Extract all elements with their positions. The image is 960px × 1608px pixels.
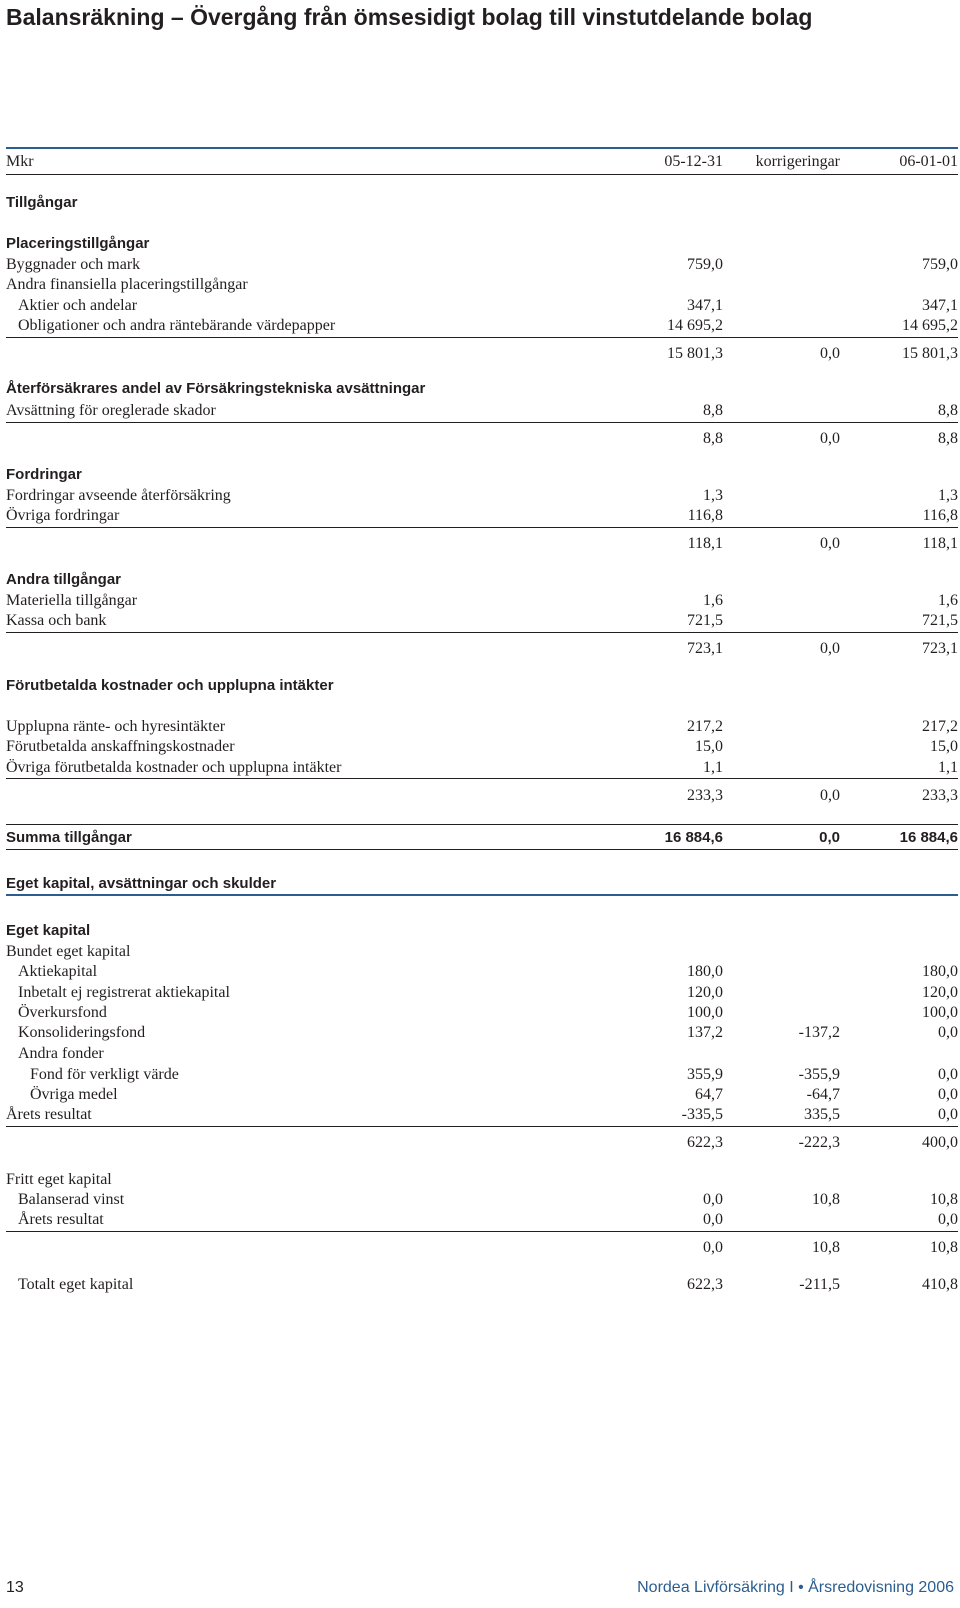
row-label: Övriga fordringar [6,507,120,524]
header-bottom-rule [6,174,958,175]
value-correction: -222,3 [798,1134,840,1151]
table-row [6,1274,958,1296]
publication-name: Nordea Livförsäkring I • Årsredovisning 2006 [637,1579,954,1596]
value-opening: 723,1 [687,640,723,657]
row-label: Avsättning för oreglerade skador [6,402,216,419]
value-closing: 0,0 [938,1024,958,1041]
value-opening: 347,1 [687,297,723,314]
value-closing: 1,6 [938,592,958,609]
table-row [6,400,958,422]
section-heading [6,873,958,895]
value-opening: 759,0 [687,256,723,273]
row-divider [6,849,958,850]
subtotal-row [6,1237,958,1259]
section-heading [6,464,958,486]
value-closing: 15 801,3 [902,345,958,362]
table-row [6,982,958,1004]
table-row [6,1104,958,1126]
page-title: Balansräkning – Övergång från ömsesidigt bolag till vinstutdelande bolag [6,4,813,30]
table-row [6,1084,958,1106]
row-divider [6,894,958,896]
value-closing: 0,0 [938,1106,958,1123]
row-label: Förutbetalda kostnader och upplupna intäkter [6,677,334,694]
row-label: Materiella tillgångar [6,592,138,609]
row-label: Övriga medel [30,1086,118,1103]
row-label: Totalt eget kapital [18,1276,134,1293]
table-row [6,961,958,983]
value-closing: 14 695,2 [902,317,958,334]
value-opening: 137,2 [687,1024,723,1041]
row-label: Överkursfond [18,1004,107,1021]
total-row [6,827,958,849]
value-closing: 0,0 [938,1086,958,1103]
value-opening: 0,0 [703,1191,723,1208]
value-correction: 0,0 [819,829,840,846]
row-label: Årets resultat [18,1211,104,1228]
value-opening: -335,5 [681,1106,723,1123]
value-opening: 721,5 [687,612,723,629]
row-label: Byggnader och mark [6,256,141,273]
table-row [6,941,958,963]
table-row [6,1189,958,1211]
value-opening: 8,8 [703,430,723,447]
value-opening: 118,1 [687,535,723,552]
row-label: Bundet eget kapital [6,943,131,960]
value-closing: 100,0 [922,1004,958,1021]
value-closing: 723,1 [922,640,958,657]
value-correction: -64,7 [806,1086,840,1103]
value-correction: 0,0 [820,535,840,552]
table-row [6,736,958,758]
table-row [6,485,958,507]
header-top-rule [6,147,958,149]
value-closing: 120,0 [922,984,958,1001]
subtotal-row [6,785,958,807]
value-opening: 116,8 [687,507,723,524]
table-row [6,610,958,632]
value-closing: 118,1 [922,535,958,552]
value-opening: 15,0 [695,738,723,755]
subtotal-row [6,343,958,365]
table-row [6,1209,958,1231]
value-opening: 622,3 [687,1276,723,1293]
row-divider [6,422,958,423]
table-row [6,1064,958,1086]
row-label: Obligationer och andra räntebärande värdepapper [18,317,336,334]
row-divider [6,527,958,528]
value-opening: 217,2 [687,718,723,735]
value-closing: 759,0 [922,256,958,273]
value-correction: -137,2 [798,1024,840,1041]
section-heading [6,192,958,214]
page-number: 13 [6,1579,24,1596]
row-label: Placeringstillgångar [6,235,150,252]
value-closing: 400,0 [922,1134,958,1151]
value-opening: 100,0 [687,1004,723,1021]
value-opening: 233,3 [687,787,723,804]
value-opening: 0,0 [703,1239,723,1256]
value-closing: 15,0 [930,738,958,755]
row-label: Andra finansiella placeringstillgångar [6,276,248,293]
header-col-closing: 06-01-01 [899,153,958,170]
value-opening: 64,7 [695,1086,723,1103]
table-row [6,1043,958,1065]
section-heading [6,675,958,697]
value-opening: 120,0 [687,984,723,1001]
subtotal-row [6,638,958,660]
value-closing: 410,8 [922,1276,958,1293]
row-label: Konsolideringsfond [18,1024,146,1041]
header-unit-label: Mkr [6,153,34,170]
header-col-opening: 05-12-31 [664,153,723,170]
row-label: Aktier och andelar [18,297,138,314]
value-closing: 10,8 [930,1191,958,1208]
value-opening: 355,9 [687,1066,723,1083]
value-opening: 1,3 [703,487,723,504]
section-heading [6,378,958,400]
row-label: Kassa och bank [6,612,107,629]
table-row [6,254,958,276]
value-closing: 10,8 [930,1239,958,1256]
table-row [6,757,958,779]
row-divider [6,337,958,338]
value-opening: 180,0 [687,963,723,980]
value-opening: 1,6 [703,592,723,609]
row-label: Fond för verkligt värde [30,1066,179,1083]
value-correction: -211,5 [799,1276,840,1293]
section-heading [6,569,958,591]
table-header [6,151,958,173]
row-divider [6,824,958,825]
value-opening: 14 695,2 [667,317,723,334]
row-label: Tillgångar [6,194,78,211]
row-label: Upplupna ränte- och hyresintäkter [6,718,226,735]
table-row [6,274,958,296]
subtotal-row [6,533,958,555]
row-divider [6,1126,958,1127]
table-row [6,315,958,337]
table-row [6,716,958,738]
value-closing: 16 884,6 [899,829,958,846]
row-divider [6,1231,958,1232]
row-label: Fordringar avseende återförsäkring [6,487,231,504]
value-closing: 1,3 [938,487,958,504]
value-opening: 15 801,3 [667,345,723,362]
row-label: Aktiekapital [18,963,98,980]
value-correction: 0,0 [820,640,840,657]
row-label: Årets resultat [6,1106,92,1123]
row-label: Eget kapital, avsättningar och skulder [6,875,277,892]
header-col-corrections: korrigeringar [755,153,840,170]
value-closing: 180,0 [922,963,958,980]
value-opening: 622,3 [687,1134,723,1151]
value-closing: 347,1 [922,297,958,314]
row-label: Andra fonder [18,1045,104,1062]
value-correction: 0,0 [820,787,840,804]
value-closing: 8,8 [938,430,958,447]
value-opening: 8,8 [703,402,723,419]
row-label: Inbetalt ej registrerat aktiekapital [18,984,230,1001]
value-closing: 217,2 [922,718,958,735]
value-correction: 0,0 [820,345,840,362]
value-correction: 10,8 [812,1191,840,1208]
section-heading [6,920,958,942]
table-row [6,1169,958,1191]
table-row [6,1002,958,1024]
table-row [6,1022,958,1044]
subtotal-row [6,428,958,450]
row-divider [6,632,958,633]
value-closing: 116,8 [922,507,958,524]
row-label: Återförsäkrares andel av Försäkringstekniska avsättningar [6,380,426,397]
value-correction: 10,8 [812,1239,840,1256]
value-closing: 721,5 [922,612,958,629]
row-label: Övriga förutbetalda kostnader och upplupna intäkter [6,759,342,776]
value-correction: 0,0 [820,430,840,447]
value-closing: 0,0 [938,1066,958,1083]
value-closing: 8,8 [938,402,958,419]
row-label: Summa tillgångar [6,829,132,846]
value-closing: 1,1 [938,759,958,776]
row-label: Fordringar [6,466,82,483]
section-heading [6,233,958,255]
subtotal-row [6,1132,958,1154]
table-row [6,590,958,612]
table-row [6,295,958,317]
value-correction: 335,5 [804,1106,840,1123]
row-label: Balanserad vinst [18,1191,125,1208]
row-label: Förutbetalda anskaffningskostnader [6,738,235,755]
value-opening: 16 884,6 [664,829,723,846]
value-opening: 0,0 [703,1211,723,1228]
value-closing: 0,0 [938,1211,958,1228]
value-closing: 233,3 [922,787,958,804]
value-correction: -355,9 [798,1066,840,1083]
value-opening: 1,1 [703,759,723,776]
table-row [6,505,958,527]
row-divider [6,778,958,779]
row-label: Eget kapital [6,922,91,939]
row-label: Fritt eget kapital [6,1171,112,1188]
row-label: Andra tillgångar [6,571,122,588]
